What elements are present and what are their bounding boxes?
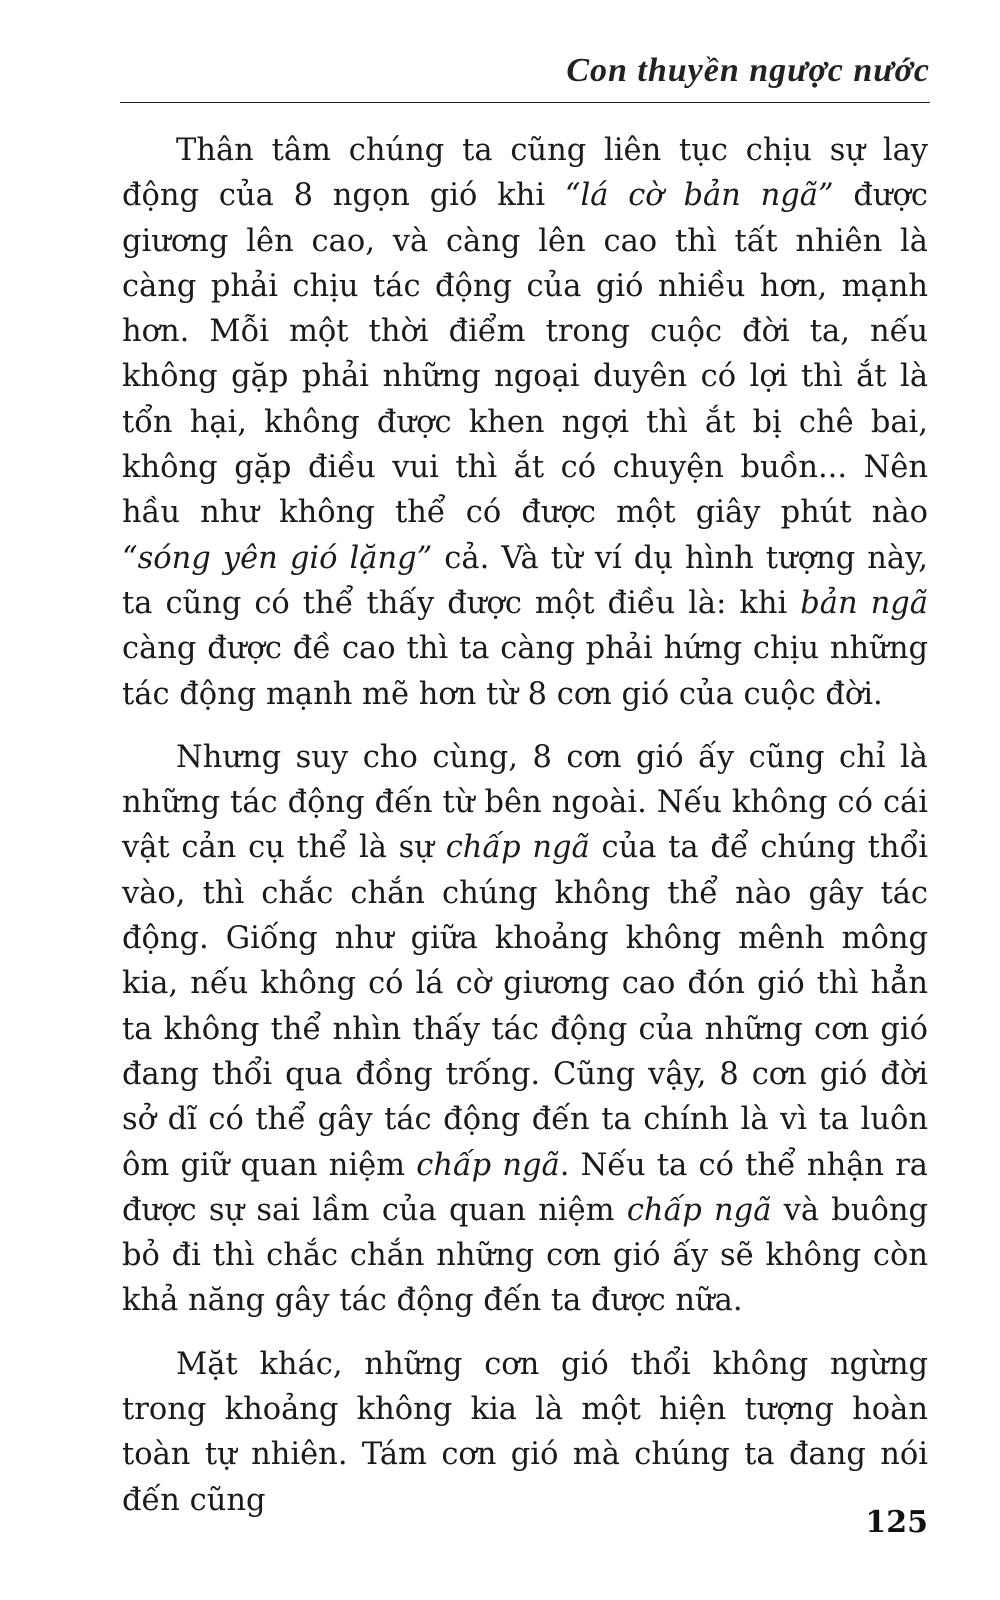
running-header-title: Con thuyền ngược nước [566,52,930,89]
italic-phrase: “lá cờ bản ngã” [564,178,834,214]
italic-phrase: chấp ngã [626,1192,772,1228]
paragraph-3 [122,1342,928,1523]
header-divider [120,102,930,103]
text-segment: của ta để chúng thổi vào, thì chắc chắn chúng không thể nào gây tác động. Giống như giữa khoảng không mênh mông kia, nếu không có lá cờ giương cao đón gió thì hẳn ta không thể nhìn thấy tác động của những cơn gió đang thổi qua đồng trống. Cũng vậy, 8 cơn gió đời sở dĩ có thể gây tác động đến ta chính là vì ta luôn ôm giữ quan niệm [122,830,928,1183]
text-segment: . Nếu ta có thể nhận ra được sự sai lầm của quan niệm [122,1147,928,1228]
italic-phrase: “sóng yên gió lặng” [122,540,433,576]
text-segment: Mặt khác, những cơn gió thổi không ngừng trong khoảng không kia là một hiện tượng hoàn toàn tự nhiên. Tám cơn gió mà chúng ta đang nói đến cũng [122,1346,928,1518]
text-segment: cả. Và từ ví dụ hình tượng này, ta cũng có thể thấy được một điều là: khi [122,540,928,621]
text-segment: Thân tâm chúng ta cũng liên tục chịu sự lay động của 8 ngọn gió khi [122,133,928,214]
text-segment: càng được đề cao thì ta càng phải hứng chịu những tác động mạnh mẽ hơn từ 8 cơn gió của cuộc đời. [122,631,928,712]
italic-phrase: bản ngã [800,585,928,621]
text-segment: và buông bỏ đi thì chắc chắn những cơn gió ấy sẽ không còn khả năng gây tác động đến ta được nữa. [122,1192,928,1319]
text-segment: được giương lên cao, và càng lên cao thì tất nhiên là càng phải chịu tác động của gió nhiều hơn, mạnh hơn. Mỗi một thời điểm trong cuộc đời ta, nếu không gặp phải những ngoại duyên có lợi thì ắt là tổn hại, không được khen ngợi thì ắt bị chê bai, không gặp điều vui thì ắt có chuyện buồn... Nên hầu như không thể có được một giây phút nào [122,178,928,531]
text-segment: Nhưng suy cho cùng, 8 cơn gió ấy cũng chỉ là những tác động đến từ bên ngoài. Nếu không có cái vật cản cụ thể là sự [122,739,928,866]
paragraph-1 [122,128,928,717]
body-text [122,128,928,1541]
paragraph-2 [122,735,928,1324]
page-number: 125 [865,1505,928,1540]
italic-phrase: chấp ngã [445,830,590,866]
italic-phrase: chấp ngã [416,1147,560,1183]
